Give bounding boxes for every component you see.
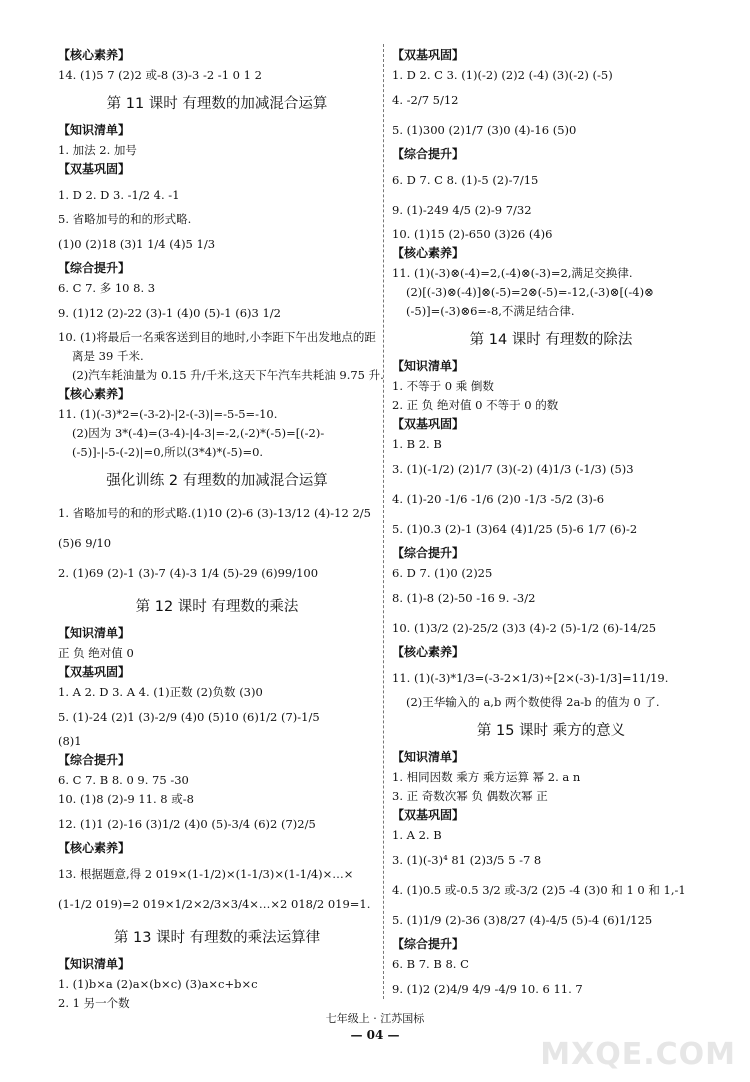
section-tag: 【知识清单】 xyxy=(392,750,465,764)
answer-line: 2. (1)69 (2)-1 (3)-7 (4)-3 1/4 (5)-29 (6)99/100 xyxy=(58,566,319,580)
answer-line: 离是 39 千米. xyxy=(72,349,144,363)
section-tag: 【综合提升】 xyxy=(392,147,465,161)
answer-line: 正 负 绝对值 0 xyxy=(58,646,134,660)
section-tag: 【核心素养】 xyxy=(58,387,131,401)
section-tag: 【双基巩固】 xyxy=(392,48,465,62)
right-column xyxy=(392,46,710,1004)
section-tag: 【知识清单】 xyxy=(58,957,131,971)
answer-line: 6. D 7. C 8. (1)-5 (2)-7/15 xyxy=(392,173,539,187)
column-divider xyxy=(383,44,384,999)
answer-line: 1. D 2. C 3. (1)(-2) (2)2 (-4) (3)(-2) (-5) xyxy=(392,68,613,82)
answer-line: 9. (1)2 (2)4/9 4/9 -4/9 10. 6 11. 7 xyxy=(392,982,583,996)
section-tag: 【综合提升】 xyxy=(392,546,465,560)
answer-line: (2)王华输入的 a,b 两个数使得 2a-b 的值为 0 了. xyxy=(406,695,660,709)
lesson-title: 第 15 课时 乘方的意义 xyxy=(476,723,626,739)
section-tag: 【知识清单】 xyxy=(58,123,131,137)
answer-line: 13. 根据题意,得 2 019×(1-1/2)×(1-1/3)×(1-1/4)×…× xyxy=(58,867,354,881)
answer-line: 2. 1 另一个数 xyxy=(58,996,130,1010)
answer-line: (1)0 (2)18 (3)1 1/4 (4)5 1/3 xyxy=(58,237,216,251)
answer-line: 1. 省略加号的和的形式略.(1)10 (2)-6 (3)-13/12 (4)-12 2/5 xyxy=(58,506,371,520)
answer-line: 1. 相同因数 乘方 乘方运算 幂 2. a n xyxy=(392,770,581,784)
answer-line: 9. (1)12 (2)-22 (3)-1 (4)0 (5)-1 (6)3 1/2 xyxy=(58,306,281,320)
answer-line: 2. 正 负 绝对值 0 不等于 0 的数 xyxy=(392,398,559,412)
section-tag: 【综合提升】 xyxy=(58,261,131,275)
answer-line: 1. B 2. B xyxy=(392,437,442,451)
answer-line: 4. -2/7 5/12 xyxy=(392,93,459,107)
answer-line: 11. (1)(-3)*1/3=(-3-2×1/3)÷[2×(-3)-1/3]=11/19. xyxy=(392,671,669,685)
answer-line: (-5)]=(-3)⊗6=-8,不满足结合律. xyxy=(406,304,575,318)
answer-line: 1. A 2. B xyxy=(392,828,442,842)
lesson-title: 第 14 课时 有理数的除法 xyxy=(469,332,633,348)
answer-line: 6. C 7. B 8. 0 9. 75 -30 xyxy=(58,773,189,787)
answer-line: 5. (1)-24 (2)1 (3)-2/9 (4)0 (5)10 (6)1/2 (7)-1/5 xyxy=(58,710,320,724)
lesson-title: 第 13 课时 有理数的乘法运算律 xyxy=(113,930,321,946)
section-tag: 【知识清单】 xyxy=(58,626,131,640)
answer-line: 6. B 7. B 8. C xyxy=(392,957,469,971)
answer-line: 10. (1)15 (2)-650 (3)26 (4)6 xyxy=(392,227,553,241)
answer-line: 1. A 2. D 3. A 4. (1)正数 (2)负数 (3)0 xyxy=(58,685,263,699)
answer-line: 3. 正 奇数次幂 负 偶数次幂 正 xyxy=(392,789,548,803)
answer-line: 11. (1)(-3)*2=(-3-2)-|2-(-3)|=-5-5=-10. xyxy=(58,407,278,421)
lesson-title: 第 11 课时 有理数的加减混合运算 xyxy=(106,96,328,112)
answer-line: 4. (1)-20 -1/6 -1/6 (2)0 -1/3 -5/2 (3)-6 xyxy=(392,492,605,506)
answer-line: 12. (1)1 (2)-16 (3)1/2 (4)0 (5)-3/4 (6)2 (7)2/5 xyxy=(58,817,316,831)
section-tag: 【综合提升】 xyxy=(392,937,465,951)
answer-line: 1. 加法 2. 加号 xyxy=(58,143,137,157)
page-number: — 04 — xyxy=(350,1028,400,1042)
answer-line: 5. (1)1/9 (2)-36 (3)8/27 (4)-4/5 (5)-4 (6)1/125 xyxy=(392,913,653,927)
answer-line: (2)[(-3)⊗(-4)]⊗(-5)=2⊗(-5)=-12,(-3)⊗[(-4)⊗ xyxy=(406,285,654,299)
answer-line: 11. (1)(-3)⊗(-4)=2,(-4)⊗(-3)=2,满足交换律. xyxy=(392,266,633,280)
answer-line: 3. (1)(-1/2) (2)1/7 (3)(-2) (4)1/3 (-1/3) (5)3 xyxy=(392,462,634,476)
answer-line: 6. C 7. 多 10 8. 3 xyxy=(58,281,156,295)
section-tag: 【双基巩固】 xyxy=(58,665,131,679)
answer-line: (5)6 9/10 xyxy=(58,536,112,550)
answer-line: 1. D 2. D 3. -1/2 4. -1 xyxy=(58,188,180,202)
answer-line: 10. (1)8 (2)-9 11. 8 或-8 xyxy=(58,792,194,806)
answer-line: 10. (1)3/2 (2)-25/2 (3)3 (4)-2 (5)-1/2 (6)-14/25 xyxy=(392,621,657,635)
section-tag: 【核心素养】 xyxy=(58,841,131,855)
watermark: MXQE.COM xyxy=(540,1037,736,1072)
answer-line: 1. 不等于 0 乘 倒数 xyxy=(392,379,494,393)
section-tag: 【知识清单】 xyxy=(392,359,465,373)
left-column xyxy=(58,46,384,1013)
answer-line: (2)汽车耗油量为 0.15 升/千米,这天下午汽车共耗油 9.75 升. xyxy=(72,368,384,382)
answer-line: (2)因为 3*(-4)=(3-4)-|4-3|=-2,(-2)*(-5)=[(-2)- xyxy=(72,426,325,440)
section-tag: 【双基巩固】 xyxy=(392,808,465,822)
section-tag: 【核心素养】 xyxy=(392,246,465,260)
answer-line: (-5)]-|-5-(-2)|=0,所以(3*4)*(-5)=0. xyxy=(72,445,264,459)
answer-line: 5. (1)300 (2)1/7 (3)0 (4)-16 (5)0 xyxy=(392,123,577,137)
section-tag: 【双基巩固】 xyxy=(392,417,465,431)
answer-line: 5. 省略加号的和的形式略. xyxy=(58,212,192,226)
answer-line: 3. (1)(-3)⁴ 81 (2)3/5 5 -7 8 xyxy=(392,853,542,867)
section-tag: 【双基巩固】 xyxy=(58,162,131,176)
answer-line: 6. D 7. (1)0 (2)25 xyxy=(392,566,493,580)
answer-line: 5. (1)0.3 (2)-1 (3)64 (4)1/25 (5)-6 1/7 (6)-2 xyxy=(392,522,638,536)
answer-line: 14. (1)5 7 (2)2 或-8 (3)-3 -2 -1 0 1 2 xyxy=(58,68,262,82)
answer-line: 1. (1)b×a (2)a×(b×c) (3)a×c+b×c xyxy=(58,977,258,991)
section-tag: 【综合提升】 xyxy=(58,753,131,767)
answer-line: (8)1 xyxy=(58,734,82,748)
section-tag: 【核心素养】 xyxy=(392,645,465,659)
lesson-title: 第 12 课时 有理数的乘法 xyxy=(135,599,299,615)
book-label: 七年级上 · 江苏国标 xyxy=(325,1012,425,1025)
answer-line: 8. (1)-8 (2)-50 -16 9. -3/2 xyxy=(392,591,536,605)
answer-line: (1-1/2 019)=2 019×1/2×2/3×3/4×…×2 018/2 019=1. xyxy=(58,897,371,911)
answer-line: 9. (1)-249 4/5 (2)-9 7/32 xyxy=(392,203,532,217)
lesson-title: 强化训练 2 有理数的加减混合运算 xyxy=(106,473,328,489)
section-tag: 【核心素养】 xyxy=(58,48,131,62)
answer-line: 10. (1)将最后一名乘客送到目的地时,小李距下午出发地点的距 xyxy=(58,330,376,344)
answer-line: 4. (1)0.5 或-0.5 3/2 或-3/2 (2)5 -4 (3)0 和 1 0 和 1,-1 xyxy=(392,883,686,897)
